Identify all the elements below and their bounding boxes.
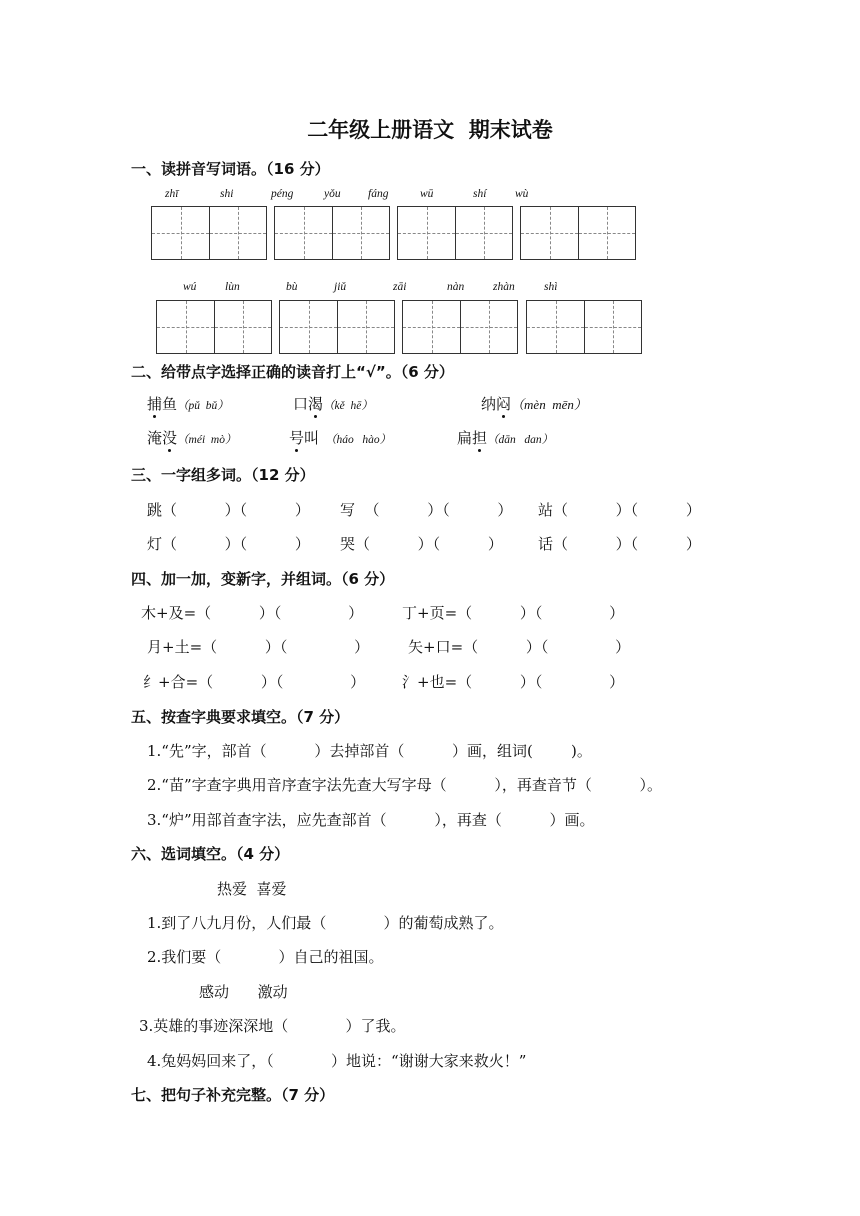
pinyin-label: fáng [368, 188, 389, 200]
add-char-item[interactable]: 月+土=（ ）（ ） [147, 638, 370, 656]
pinyin-label: shì [544, 281, 558, 293]
writing-grid[interactable] [526, 300, 642, 354]
pinyin-label: jiǔ [334, 281, 347, 293]
dictionary-question[interactable]: 3.“炉”用部首查字法，应先查部首（ ），再查（ ）画。 [147, 811, 595, 829]
writing-grid[interactable] [156, 300, 272, 354]
dotted-char: 担 [472, 429, 488, 447]
writing-grid[interactable] [151, 206, 267, 260]
pinyin-label: wú [183, 281, 197, 293]
pronunciation-item[interactable] [457, 427, 553, 448]
pinyin-label: wù [515, 188, 529, 200]
writing-grid[interactable] [279, 300, 395, 354]
section-1-heading: 一、读拼音写词语。（16 分） [131, 160, 330, 178]
fill-question[interactable]: 1.到了八九月份，人们最（ ）的葡萄成熟了。 [147, 914, 504, 932]
pronunciation-item[interactable] [481, 393, 587, 414]
section-5-heading: 五、按查字典要求填空。（7 分） [131, 708, 350, 726]
char: 扁 [457, 429, 473, 447]
writing-grid[interactable] [520, 206, 636, 260]
dotted-char: 号 [289, 429, 305, 447]
add-char-item[interactable]: 木+及=（ ）（ ） [141, 604, 364, 622]
pinyin-label: zāi [393, 281, 407, 293]
page-title: 二年级上册语文 期末试卷 [307, 118, 553, 142]
dotted-char: 没 [162, 429, 178, 447]
pinyin-label: wū [420, 188, 434, 200]
section-3-heading: 三、一字组多词。（12 分） [131, 466, 315, 484]
pinyin-label: shí [473, 188, 487, 200]
pinyin-options: （dān dan） [487, 434, 554, 446]
dotted-char: 捕 [147, 395, 163, 413]
pinyin-label: yǒu [324, 188, 341, 200]
pinyin-label: bù [286, 281, 298, 293]
dictionary-question[interactable]: 2.“苗”字查字典用音序查字法先查大写字母（ ），再查音节（ ）。 [147, 776, 663, 794]
add-char-item[interactable]: 纟+合=（ ）（ ） [143, 673, 366, 691]
word-choices: 感动 激动 [199, 983, 288, 1001]
char: 叫 [304, 429, 320, 447]
pinyin-label: lùn [225, 281, 240, 293]
fill-question[interactable]: 2.我们要（ ）自己的祖国。 [147, 948, 384, 966]
fill-question[interactable]: 4.兔妈妈回来了，（ ）地说：“谢谢大家来救火！” [147, 1052, 527, 1070]
writing-grid[interactable] [402, 300, 518, 354]
add-char-item[interactable]: 氵+也=（ ）（ ） [402, 673, 625, 691]
section-4-heading: 四、加一加，变新字，并组词。（6 分） [131, 570, 395, 588]
pinyin-options: （mèn mēn） [511, 397, 587, 412]
pinyin-label: zhī [165, 188, 179, 200]
pinyin-options: （pǔ bǔ） [177, 400, 229, 412]
dotted-char: 渴 [308, 395, 324, 413]
word-group-item[interactable]: 灯（ ）（ ） [147, 535, 310, 553]
word-group-item[interactable]: 哭（ ）（ ） [340, 535, 503, 553]
word-group-item[interactable]: 站（ ）（ ） [538, 501, 701, 519]
char: 纳 [481, 395, 497, 413]
writing-grid[interactable] [397, 206, 513, 260]
pinyin-label: péng [271, 188, 294, 200]
char: 鱼 [162, 395, 178, 413]
pinyin-options: （kě hē） [323, 400, 373, 412]
section-6-heading: 六、选词填空。（4 分） [131, 845, 290, 863]
pinyin-label: nàn [447, 281, 465, 293]
pinyin-label: shi [220, 188, 234, 200]
pronunciation-item[interactable] [293, 393, 373, 414]
word-group-item[interactable]: 写 （ ）（ ） [340, 501, 513, 519]
pinyin-label: zhàn [493, 281, 515, 293]
fill-question[interactable]: 3.英雄的事迹深深地（ ）了我。 [139, 1017, 406, 1035]
add-char-item[interactable]: 矢+口=（ ）（ ） [408, 638, 631, 656]
word-choices: 热爱 喜爱 [217, 880, 287, 898]
add-char-item[interactable]: 丁+页=（ ）（ ） [402, 604, 625, 622]
writing-grid[interactable] [274, 206, 390, 260]
char: 淹 [147, 429, 163, 447]
pinyin-options: （háo hào） [325, 434, 392, 446]
dotted-char: 闷 [496, 395, 512, 413]
word-group-item[interactable]: 跳（ ）（ ） [147, 501, 310, 519]
pronunciation-item[interactable] [147, 393, 229, 414]
section-7-heading: 七、把句子补充完整。（7 分） [131, 1086, 335, 1104]
pronunciation-item[interactable] [289, 427, 391, 448]
section-2-heading: 二、给带点字选择正确的读音打上“√”。（6 分） [131, 363, 454, 381]
pronunciation-item[interactable] [147, 427, 236, 448]
word-group-item[interactable]: 话（ ）（ ） [538, 535, 701, 553]
pinyin-options: （méi mò） [177, 434, 237, 446]
dictionary-question[interactable]: 1.“先”字，部首（ ）去掉部首（ ）画，组词( )。 [147, 742, 592, 760]
char: 口 [293, 395, 309, 413]
